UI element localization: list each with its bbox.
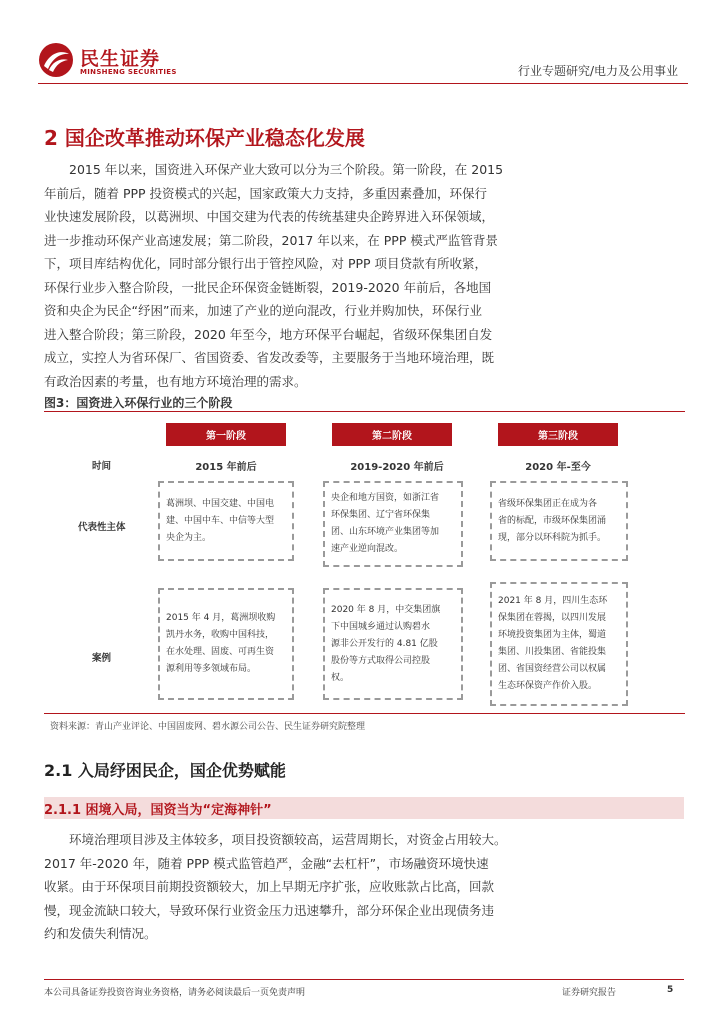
paragraph-line: 环保行业步入整合阶段，一批民企环保资金链断裂，2019-2020 年前后，各地国 xyxy=(44,279,492,295)
page-number: 5 xyxy=(667,985,674,995)
stage-1-case-box xyxy=(158,588,294,700)
case-line: 凯丹水务，收购中国科技， xyxy=(166,630,275,640)
case-line: 保集团在蓉揭，以四川发展 xyxy=(498,613,607,623)
entity-line: 省的标配，市级环保集团涌 xyxy=(498,515,607,526)
case-line: 股份等方式取得公司控股 xyxy=(331,655,431,666)
entity-line: 央企和地方国资，如浙江省 xyxy=(331,493,440,503)
case-line: 生态环保资产作价入股。 xyxy=(498,681,598,691)
row-label-case: 案例 xyxy=(92,653,112,664)
footer-disclaimer: 本公司具备证券投资咨询业务资格，请务必阅读最后一页免责声明 xyxy=(44,988,306,998)
paragraph-line: 进一步推动环保产业高速发展；第二阶段，2017 年以来，在 PPP 模式严监管背景 xyxy=(44,232,498,248)
paragraph-line: 资和央企为民企“纾困”而来，加速了产业的逆向混改，行业并购加快，环保行业 xyxy=(44,303,482,318)
figure-source: 资料来源：青山产业评论、中国固废网、碧水源公司公告、民生证券研究院整理 xyxy=(50,722,366,732)
paragraph-line: 慢，现金流缺口较大，导致环保行业资金压力迅速攀升，部分环保企业出现债务违 xyxy=(44,902,495,918)
logo-chinese-name: 民生证券 xyxy=(80,48,161,70)
case-line: 集团、川投集团、省能投集 xyxy=(498,647,607,657)
paragraph-line: 2015 年以来，国资进入环保产业大致可以分为三个阶段。第一阶段，在 2015 xyxy=(69,162,504,177)
case-line: 环境投资集团为主体，蜀道 xyxy=(498,630,607,640)
row-label-time: 时间 xyxy=(92,461,112,472)
footer-doc-type: 证券研究报告 xyxy=(562,988,617,998)
minsheng-logo-icon xyxy=(38,42,74,78)
case-line: 在水处理、固废、可再生资 xyxy=(166,647,275,657)
stage-1-header: 第一阶段 xyxy=(166,423,286,446)
report-category: 行业专题研究/电力及公用事业 xyxy=(517,64,678,78)
entity-line: 现，部分以环科院为抓手。 xyxy=(498,532,607,543)
stage-2-header: 第二阶段 xyxy=(332,423,452,446)
stage-1-period: 2015 年前后 xyxy=(195,462,257,473)
figure-top-rule xyxy=(44,411,685,412)
paragraph-line: 进入整合阶段；第三阶段，2020 年至今，地方环保平台崛起，省级环保集团自发 xyxy=(44,326,493,342)
header-divider xyxy=(38,83,688,84)
paragraph-line: 下，项目库结构优化，同时部分银行出于管控风险，对 PPP 项目贷款有所收紧， xyxy=(44,256,488,271)
paragraph-line: 有政治因素的考量，也有地方环境治理的需求。 xyxy=(44,373,307,389)
row-label-entity: 代表性主体 xyxy=(78,522,126,533)
stage-2-period: 2019-2020 年前后 xyxy=(350,462,444,473)
stage-1-entity-box xyxy=(158,481,294,561)
figure-bottom-rule xyxy=(44,713,685,714)
paragraph-line: 年前后，随着 PPP 投资模式的兴起，国家政策大力支持，多重因素叠加，环保行 xyxy=(44,185,488,201)
case-line: 源非公开发行的 4.81 亿股 xyxy=(331,638,438,649)
section-title: 2 国企改革推动环保产业稳态化发展 xyxy=(44,126,365,150)
footer-divider xyxy=(44,979,684,980)
case-line: 团、省国资经营公司以权属 xyxy=(498,664,607,674)
entity-line: 葛洲坝、中国交建、中国电 xyxy=(166,498,275,509)
entity-line: 速产业逆向混改。 xyxy=(331,544,404,554)
entity-line: 团、山东环境产业集团等加 xyxy=(331,527,440,537)
stage-3-entity-box xyxy=(490,481,628,561)
subsubsection-title: 2.1.1 困境入局，国资当为“定海神针” xyxy=(44,803,272,818)
paragraph-line: 成立，实控人为省环保厂、省国资委、省发改委等，主要服务于当地环境治理，既 xyxy=(44,350,495,365)
logo-english-name: MINSHENG SECURITIES xyxy=(80,68,177,76)
stage-3-period: 2020 年-至今 xyxy=(525,462,591,473)
paragraph-line: 业快速发展阶段，以葛洲坝、中国交建为代表的传统基建央企跨界进入环保领域， xyxy=(44,209,495,224)
paragraph-line: 2017 年-2020 年，随着 PPP 模式监管趋严，金融“去杠杆”，市场融资环境快速 xyxy=(44,855,489,871)
body-paragraph xyxy=(44,828,682,946)
stage-2-case-box xyxy=(323,588,463,700)
entity-line: 省级环保集团正在成为各 xyxy=(498,498,598,509)
stage-2-entity-box xyxy=(323,481,463,567)
figure-title: 图3：国资进入环保行业的三个阶段 xyxy=(44,396,233,410)
case-line: 源利用等多领域布局。 xyxy=(166,664,257,674)
entity-line: 央企为主。 xyxy=(166,532,212,543)
case-line: 下中国城乡通过认购碧水 xyxy=(331,621,431,632)
paragraph-line: 约和发债失利情况。 xyxy=(44,926,157,941)
case-line: 2021 年 8 月，四川生态环 xyxy=(498,596,608,606)
company-logo xyxy=(38,42,178,78)
entity-line: 建、中国中车、中信等大型 xyxy=(166,515,275,526)
case-line: 2020 年 8 月，中交集团旗 xyxy=(331,604,441,615)
subsection-title: 2.1 入局纾困民企，国企优势赋能 xyxy=(44,761,286,780)
entity-line: 环保集团、辽宁省环保集 xyxy=(331,510,431,520)
paragraph-line: 环境治理项目涉及主体较多，项目投资额较高，运营周期长，对资金占用较大。 xyxy=(69,832,507,847)
paragraph-line: 收紧。由于环保项目前期投资额较大，加上早期无序扩张，应收账款占比高，回款 xyxy=(44,879,495,894)
intro-paragraph xyxy=(44,158,682,393)
stage-3-header: 第三阶段 xyxy=(498,423,618,446)
stage-3-case-box xyxy=(490,582,628,706)
case-line: 2015 年 4 月，葛洲坝收购 xyxy=(166,613,276,623)
case-line: 权。 xyxy=(331,672,350,683)
